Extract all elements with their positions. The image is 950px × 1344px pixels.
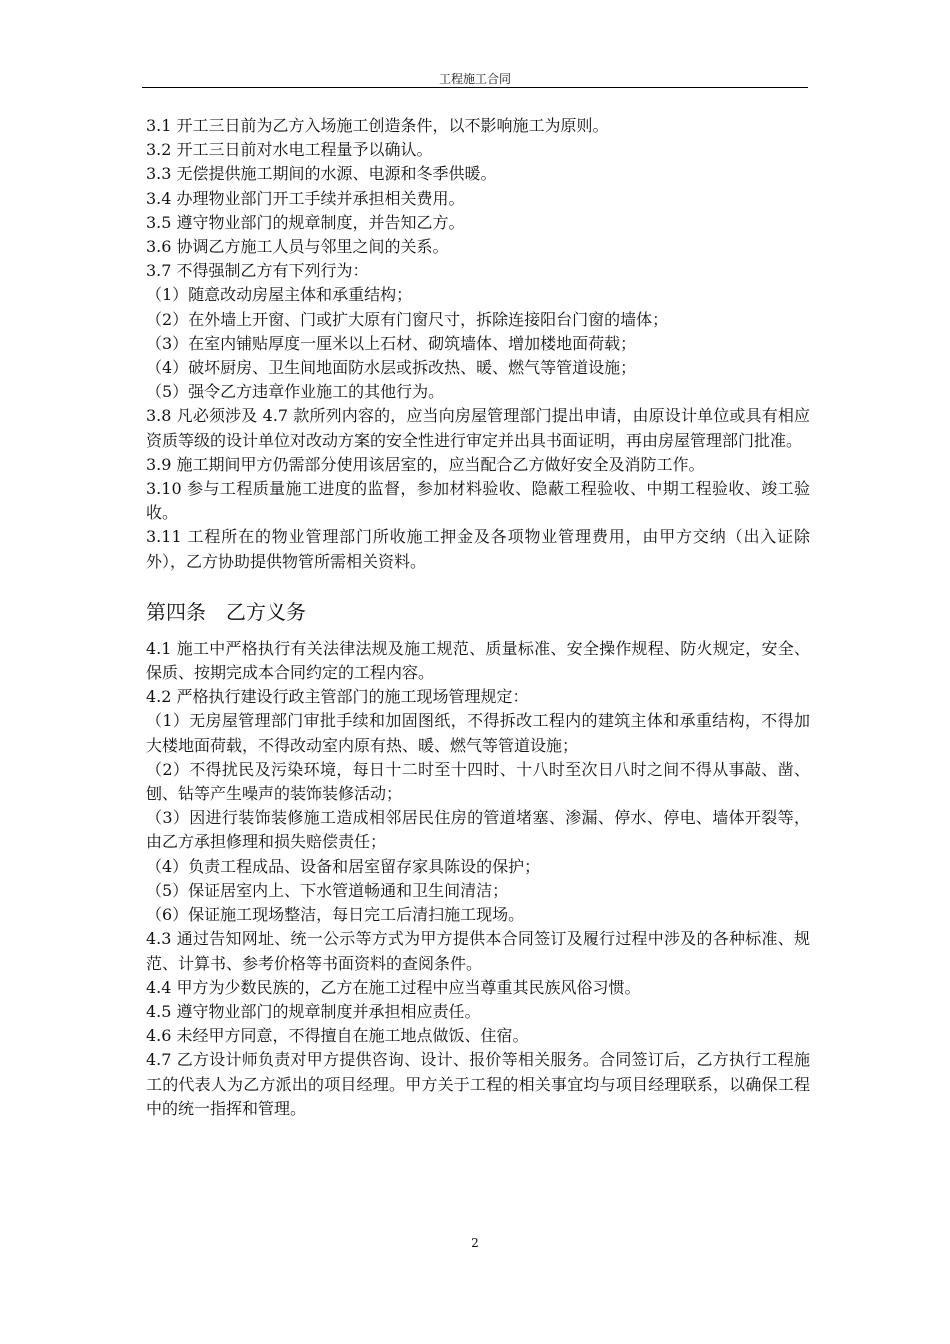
header-title: 工程施工合同 [438,72,511,86]
clause-4-4: 4.4 甲方为少数民族的，乙方在施工过程中应当尊重其民族风俗习惯。 [146,977,641,997]
clause-3-10: 3.10 参与工程质量施工进度的监督，参加材料验收、隐蔽工程验收、中期工程验收、竣工验收。 [146,479,810,523]
clause-3-7-item-2: （2）在外墙上开窗、门或扩大原有门窗尺寸，拆除连接阳台门窗的墙体； [146,309,669,329]
document-body [146,114,810,1121]
clause-4-2-item-5: （5）保证居室内上、下水管道畅通和卫生间清洁； [146,880,509,900]
section-3-list [146,114,810,574]
clause-4-2-item-6: （6）保证施工现场整洁，每日完工后清扫施工现场。 [146,905,525,925]
clause-3-7: 3.7 不得强制乙方有下列行为： [146,261,369,281]
clause-3-7-item-5: （5）强令乙方违章作业施工的其他行为。 [146,382,445,402]
clause-3-5: 3.5 遵守物业部门的规章制度，并告知乙方。 [146,212,465,232]
clause-4-2-item-4: （4）负责工程成品、设备和居室留存家具陈设的保护； [146,856,541,876]
clause-3-7-item-3: （3）在室内铺贴厚度一厘米以上石材、砌筑墙体、增加楼地面荷载； [146,333,637,353]
clause-4-6: 4.6 未经甲方同意，不得擅自在施工地点做饭、住宿。 [146,1026,529,1046]
clause-3-4: 3.4 办理物业部门开工手续并承担相关费用。 [146,188,465,208]
clause-3-6: 3.6 协调乙方施工人员与邻里之间的关系。 [146,237,449,257]
clause-3-1: 3.1 开工三日前为乙方入场施工创造条件，以不影响施工为原则。 [146,116,609,135]
page-number: 2 [471,1236,479,1250]
section-4-list [146,637,810,1121]
clause-4-7: 4.7 乙方设计师负责对甲方提供咨询、设计、报价等相关服务。合同签订后，乙方执行工程施工的代表人为乙方派出的项目经理。甲方关于工程的相关事宜均与项目经理联系，以确保工程中的统一指挥和管理。 [146,1050,810,1118]
clause-4-2: 4.2 严格执行建设行政主管部门的施工现场管理规定： [146,687,529,707]
clause-3-7-item-4: （4）破坏厨房、卫生间地面防水层或拆改热、暖、燃气等管道设施； [146,358,637,378]
page-header [142,72,808,88]
clause-3-3: 3.3 无偿提供施工期间的水源、电源和冬季供暖。 [146,164,497,184]
clause-4-2-item-1: （1）无房屋管理部门审批手续和加固图纸，不得拆改工程内的建筑主体和承重结构，不得加大楼地面荷载，不得改动室内原有热、暖、燃气等管道设施； [146,711,810,755]
clause-4-3: 4.3 通过告知网址、统一公示等方式为甲方提供本合同签订及履行过程中涉及的各种标准、规范、计算书、参考价格等书面资料的查阅条件。 [146,929,810,973]
clause-4-1: 4.1 施工中严格执行有关法律法规及施工规范、质量标准、安全操作规程、防火规定，安全、保质、按期完成本合同约定的工程内容。 [146,638,810,683]
clause-3-9: 3.9 施工期间甲方仍需部分使用该居室的，应当配合乙方做好安全及消防工作。 [146,454,705,474]
clause-4-2-item-3: （3）因进行装饰装修施工造成相邻居民住房的管道堵塞、渗漏、停水、停电、墙体开裂等，由乙方承担修理和损失赔偿责任； [146,808,810,852]
clause-3-8: 3.8 凡必须涉及 4.7 款所列内容的，应当向房屋管理部门提出申请，由原设计单位或具有相应资质等级的设计单位对改动方案的安全性进行审定并出具书面证明，再由房屋管理部门批准。 [146,406,810,450]
clause-4-5: 4.5 遵守物业部门的规章制度并承担相应责任。 [146,1001,481,1021]
clause-3-2: 3.2 开工三日前对水电工程量予以确认。 [146,140,433,160]
clause-3-11: 3.11 工程所在的物业管理部门所收施工押金及各项物业管理费用，由甲方交纳（出入证除外），乙方协助提供物管所需相关资料。 [146,527,810,571]
clause-4-2-item-2: （2）不得扰民及污染环境，每日十二时至十四时、十八时至次日八时之间不得从事敲、凿、刨、钻等产生噪声的装饰装修活动； [146,759,810,804]
section-4-heading: 第四条 乙方义务 [146,599,306,624]
clause-3-7-item-1: （1）随意改动房屋主体和承重结构； [146,285,413,305]
